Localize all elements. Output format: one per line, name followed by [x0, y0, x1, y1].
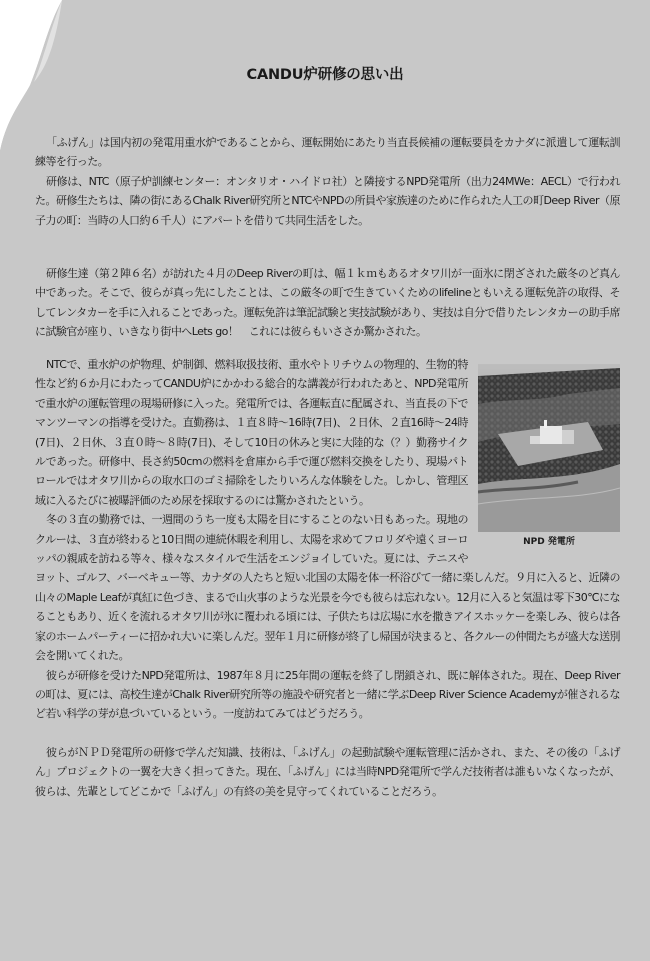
paragraph-intro: 「ふげん」は国内初の発電用重水炉であることから、運転開始にあたり当直長候補の運転要員をカナダに派遣して運転訓練等を行った。 — [35, 136, 620, 169]
paragraph-life-in-canada: 冬の３直の勤務では、一週間のうち一度も太陽を目にすることのない日もあった。現地のクルーは、３直が終わると10日間の連続休暇を利用し、太陽を求めてフロリダや遠くヨーロッパの親戚を訪ねる等々、様々なスタイルで生活をエンジョイしていた。夏には、テニスやヨット、ゴルフ、バーベキュー等、カナダの人たちと短い北国の太陽を体一杯浴びて一緒に楽しんだ。９月に入ると、近隣の山々のMaple Leafが真紅に色づき、まるで山火事のような光景を今でも彼らは忘れない。12月に入ると気温は零下30℃になることもあり、近くを流れるオタワ川が氷に覆われる頃には、子供たちは広場に水を撒きアイスホッケーを楽しみ、彼らは各家のホームパーティーに招かれ大いに楽しんだ。翌年１月に研修が終了し帰国が決まると、各クルーの仲間たちが盛大な送別会を開いてくれた。 — [35, 513, 620, 663]
photo-figure — [478, 364, 620, 549]
photo-caption: NPD 発電所 — [523, 537, 575, 547]
paragraph-training-content: NTCで、重水炉の炉物理、炉制御、燃料取扱技術、重水やトリチウムの物理的、生物的特性など約６か月にわたってCANDU炉にかかわる総合的な講義が行われたあと、NPD発電所で重水炉の運転管理の現場研修に入った。発電所では、各運転直に配属され、当直長の下でマンツーマンの指導を受けた。直勤務は、１直８時～16時(7日)、２日休、２直16時～24時(7日)、２日休、３直０時～８時(7日)、そして10日の休みと実に大陸的な（？）勤務サイクルであった。研修中、長さ約50cmの燃料を倉庫から手で運び燃料交換をしたり、現場パトロールではオタワ川からの取水口のゴミ掃除をしたりいろんな体験をした。しかし、管理区域に入るたびに被曝評価のため尿を採取するのには驚かされたという。 — [35, 358, 468, 507]
paragraph-legacy: 彼らがＮＰＤ発電所の研修で学んだ知識、技術は、「ふげん」の起動試験や運転管理に活かされ、また、その後の「ふげん」プロジェクトの一翼を大きく担ってきた。現在、「ふげん」には当時NPD発電所で学んだ技術者は誰もいなくなったが、彼らは、先輩としてどこかで「ふげん」の有終の美を見守ってくれていることだろう。 — [35, 745, 620, 798]
page-title: CANDU炉研修の思い出 — [246, 67, 404, 83]
paragraph-gap — [35, 724, 620, 743]
paragraph-training-site: 研修は、NTC（原子炉訓練センター：オンタリオ・ハイドロ社）と隣接するNPD発電所（出力24MWe：AECL）で行われた。研修生たちは、隣の街にあるChalk River研究所とNTCやNPDの所員や家族達のために作られた人工の町Deep River（原子力の町：当時の人口約６千人）にアパートを借りて共同生活をした。 — [35, 174, 620, 227]
paragraph-arrival: 研修生達（第２陣６名）が訪れた４月のDeep Riverの町は、幅１ｋｍもあるオタワ川が一面氷に閉ざされた厳冬のど真ん中であった。そこで、彼らが真っ先にしたことは、この厳冬の町で生きていくためのlifelineともいえる運転免許の取得、そしてレンタカーを手に入れることであった。運転免許は筆記試験と実技試験があり、実技は自分で借りたレンタカーの助手席に試験官が座り、いきなり街中へLets go！ これには彼らもいささか驚かされた。 — [35, 267, 620, 339]
npd-plant-photo — [478, 364, 620, 532]
paragraph-npd-closure: 彼らが研修を受けたNPD発電所は、1987年８月に25年間の運転を終了し閉鎖され、既に解体された。現在、Deep Riverの町は、夏には、高校生達がChalk River研究所等の施設や研究者と一緒に学ぶDeep River Science Academyが催されるなど若い科学の芽が息づいているという。一度訪ねてみてはどうだろう。 — [35, 668, 620, 721]
